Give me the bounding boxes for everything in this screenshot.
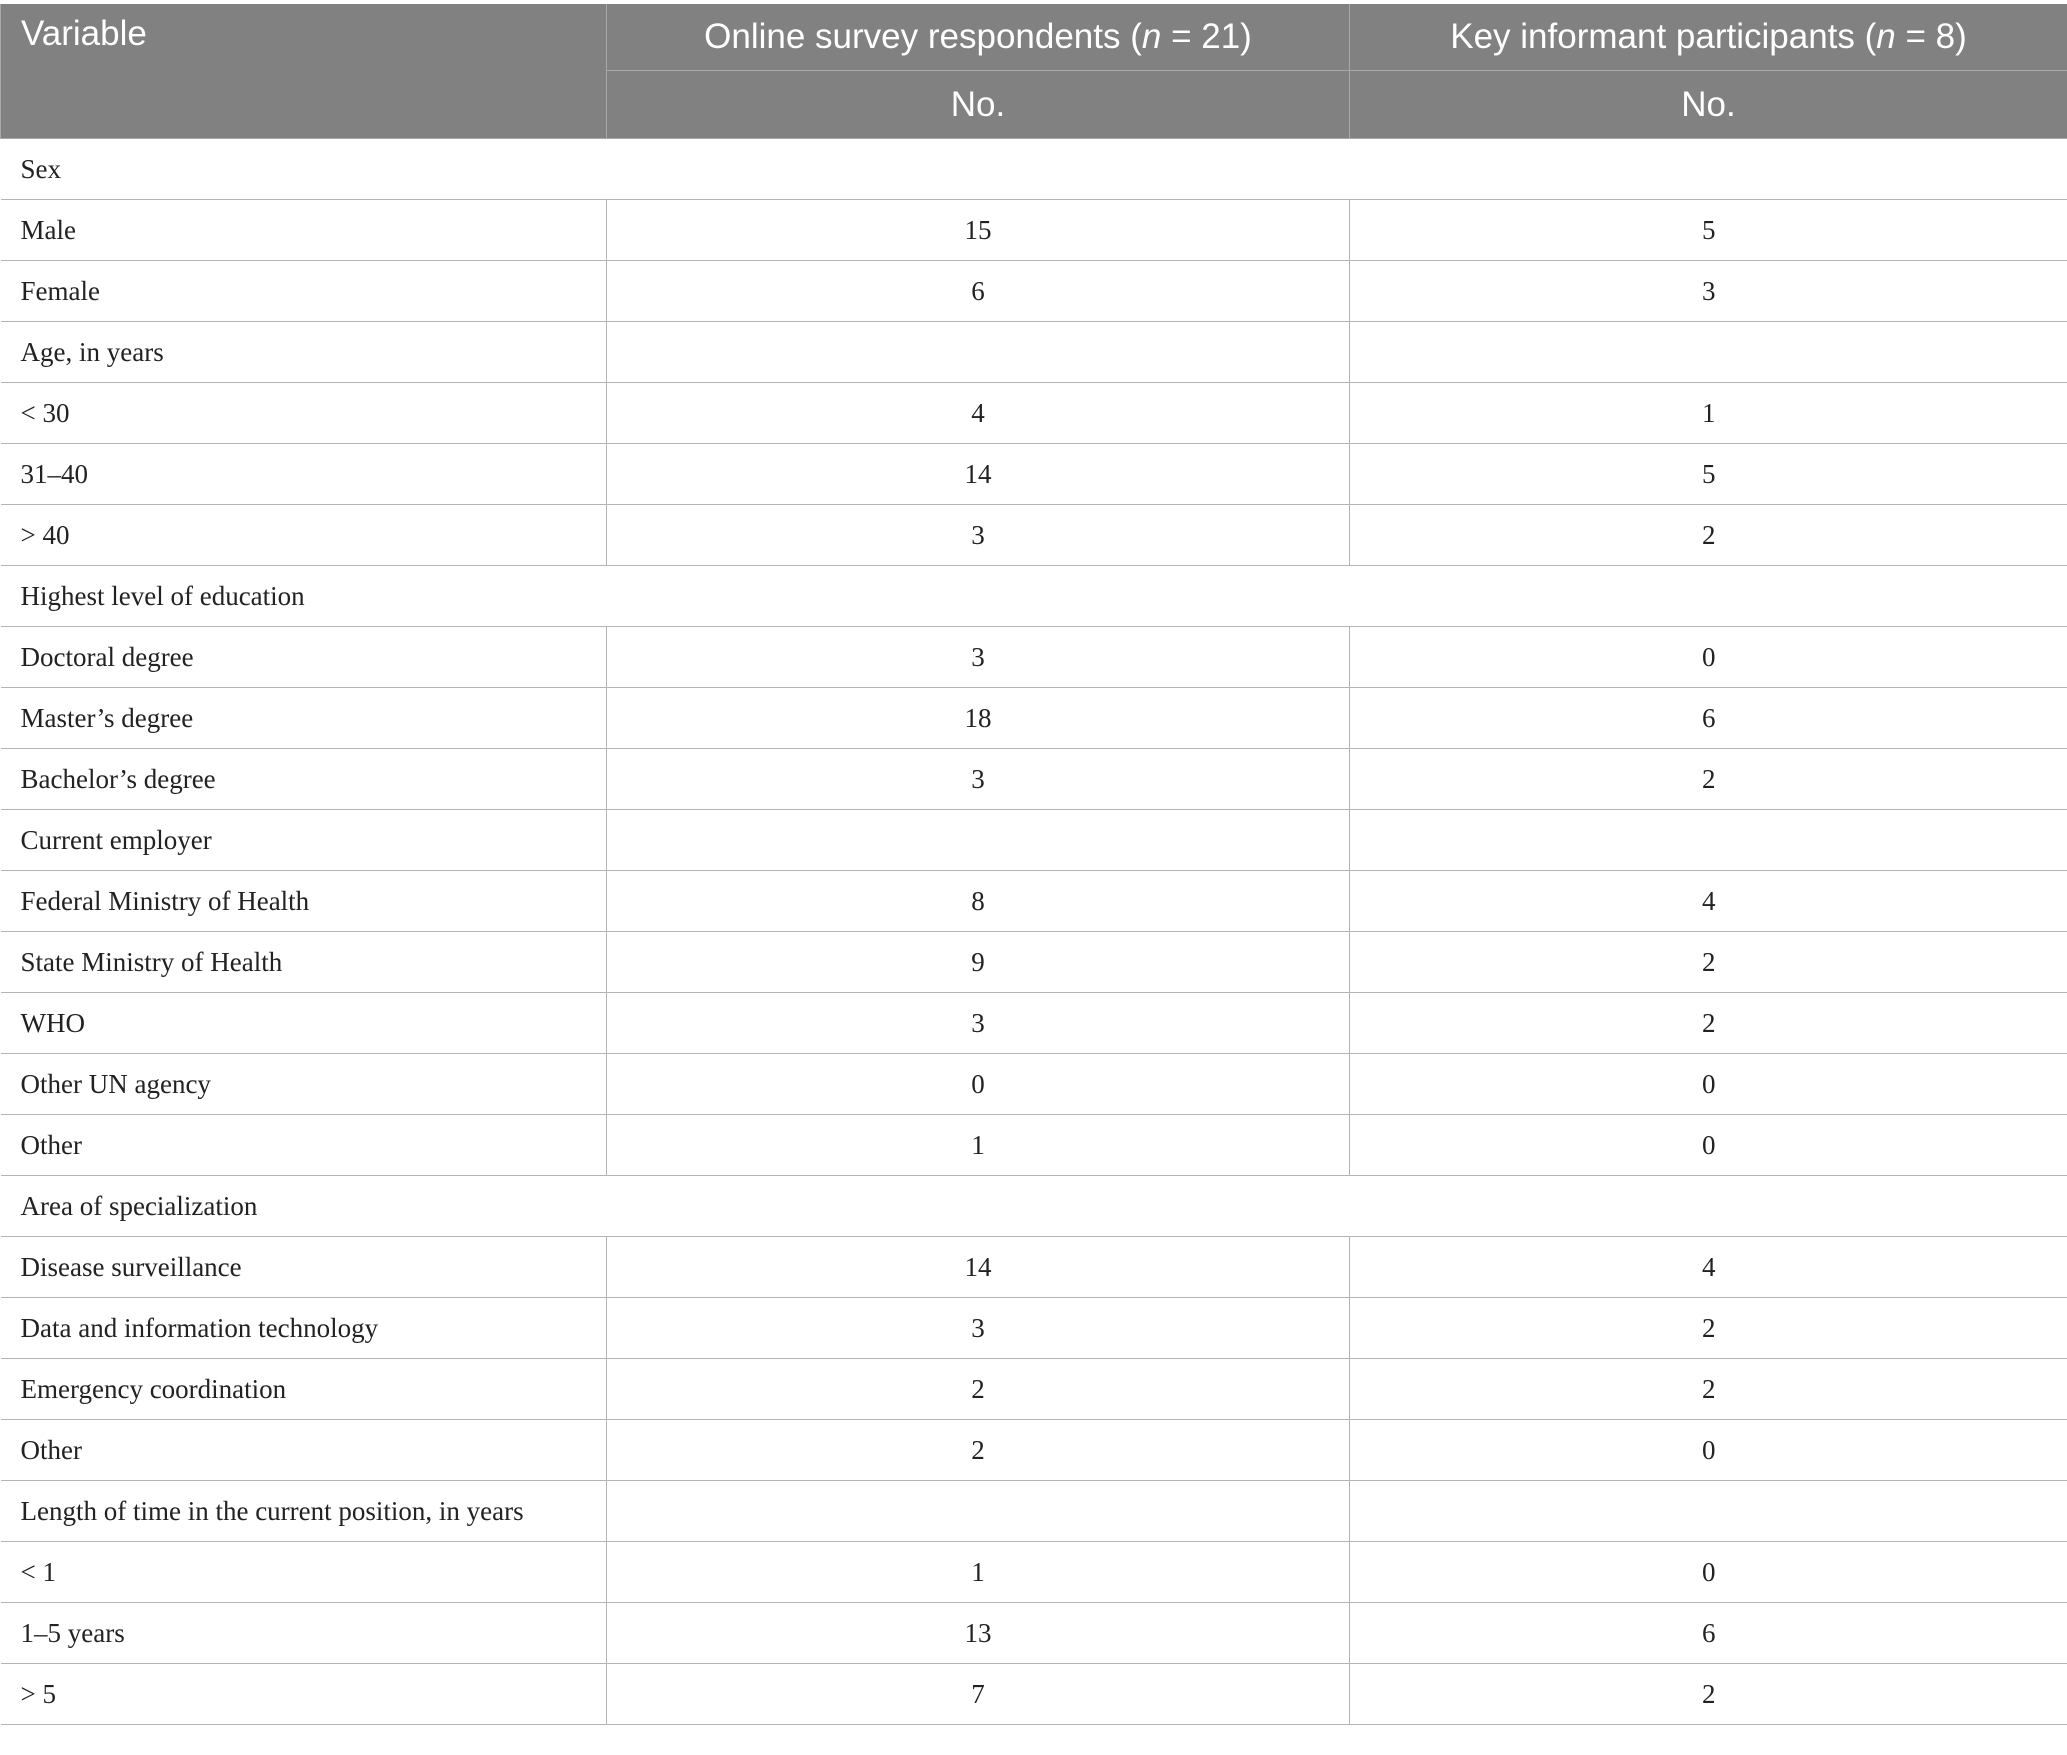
section-row <box>1 1176 2067 1237</box>
online-count: 18 <box>607 688 1350 749</box>
key-informant-count: 2 <box>1350 993 2067 1054</box>
row-label: Bachelor’s degree <box>1 749 607 810</box>
section-row <box>1 810 2067 871</box>
row-label: 1–5 years <box>1 1603 607 1664</box>
row-label: > 5 <box>1 1664 607 1725</box>
demographics-table <box>0 4 2067 1725</box>
table-row <box>1 1603 2067 1664</box>
section-label: Length of time in the current position, in years <box>1 1481 607 1542</box>
key-informant-count: 0 <box>1350 1420 2067 1481</box>
header-online-suffix: = 21) <box>1161 17 1252 56</box>
section-row <box>1 1481 2067 1542</box>
key-informant-count: 5 <box>1350 444 2067 505</box>
key-informant-count: 4 <box>1350 871 2067 932</box>
table-row <box>1 688 2067 749</box>
row-label: Other UN agency <box>1 1054 607 1115</box>
section-row <box>1 322 2067 383</box>
header-variable: Variable <box>1 4 607 139</box>
section-label: Age, in years <box>1 322 607 383</box>
header-key-prefix: Key informant participants ( <box>1450 17 1877 56</box>
key-informant-count: 0 <box>1350 627 2067 688</box>
section-row <box>1 566 2067 627</box>
online-count: 3 <box>607 1298 1350 1359</box>
table-row <box>1 1420 2067 1481</box>
key-informant-count: 2 <box>1350 505 2067 566</box>
key-informant-count: 4 <box>1350 1237 2067 1298</box>
online-count: 9 <box>607 932 1350 993</box>
demographics-table-container <box>0 4 2067 1725</box>
row-label: State Ministry of Health <box>1 932 607 993</box>
online-count: 2 <box>607 1420 1350 1481</box>
table-row <box>1 1542 2067 1603</box>
row-label: Emergency coordination <box>1 1359 607 1420</box>
header-key-suffix: = 8) <box>1895 17 1967 56</box>
key-informant-count: 2 <box>1350 932 2067 993</box>
header-key-n: n <box>1876 17 1896 56</box>
row-label: WHO <box>1 993 607 1054</box>
online-count: 8 <box>607 871 1350 932</box>
empty-cell <box>607 322 1350 383</box>
section-row <box>1 139 2067 200</box>
key-informant-count: 3 <box>1350 261 2067 322</box>
online-count: 15 <box>607 200 1350 261</box>
empty-cell <box>1350 1481 2067 1542</box>
empty-cell <box>607 810 1350 871</box>
table-header <box>1 4 2067 139</box>
row-label: Male <box>1 200 607 261</box>
online-count: 3 <box>607 749 1350 810</box>
row-label: Female <box>1 261 607 322</box>
row-label: < 1 <box>1 1542 607 1603</box>
online-count: 0 <box>607 1054 1350 1115</box>
key-informant-count: 6 <box>1350 688 2067 749</box>
online-count: 3 <box>607 993 1350 1054</box>
header-online-no: No. <box>607 71 1350 139</box>
header-online-n: n <box>1141 17 1162 56</box>
table-row <box>1 871 2067 932</box>
table-row <box>1 1359 2067 1420</box>
key-informant-count: 2 <box>1350 1298 2067 1359</box>
key-informant-count: 6 <box>1350 1603 2067 1664</box>
key-informant-count: 5 <box>1350 200 2067 261</box>
empty-cell <box>607 1481 1350 1542</box>
section-label: Sex <box>1 139 2067 200</box>
row-label: Federal Ministry of Health <box>1 871 607 932</box>
header-online-survey <box>607 4 1350 71</box>
table-row <box>1 505 2067 566</box>
section-label: Area of specialization <box>1 1176 2067 1237</box>
key-informant-count: 1 <box>1350 383 2067 444</box>
table-row <box>1 444 2067 505</box>
online-count: 13 <box>607 1603 1350 1664</box>
online-count: 3 <box>607 627 1350 688</box>
online-count: 14 <box>607 444 1350 505</box>
key-informant-count: 0 <box>1350 1542 2067 1603</box>
key-informant-count: 2 <box>1350 1664 2067 1725</box>
table-row <box>1 1237 2067 1298</box>
key-informant-count: 2 <box>1350 749 2067 810</box>
online-count: 4 <box>607 383 1350 444</box>
header-key-no: No. <box>1350 71 2067 139</box>
online-count: 7 <box>607 1664 1350 1725</box>
online-count: 6 <box>607 261 1350 322</box>
table-row <box>1 261 2067 322</box>
header-online-prefix: Online survey respondents ( <box>704 17 1142 56</box>
row-label: 31–40 <box>1 444 607 505</box>
header-row <box>1 4 2067 71</box>
table-body <box>1 139 2067 1725</box>
section-label: Current employer <box>1 810 607 871</box>
empty-cell <box>1350 810 2067 871</box>
empty-cell <box>1350 322 2067 383</box>
row-label: Disease surveillance <box>1 1237 607 1298</box>
row-label: Other <box>1 1420 607 1481</box>
online-count: 2 <box>607 1359 1350 1420</box>
table-row <box>1 1298 2067 1359</box>
table-row <box>1 932 2067 993</box>
row-label: Other <box>1 1115 607 1176</box>
online-count: 3 <box>607 505 1350 566</box>
key-informant-count: 0 <box>1350 1054 2067 1115</box>
row-label: Doctoral degree <box>1 627 607 688</box>
table-row <box>1 749 2067 810</box>
table-row <box>1 1054 2067 1115</box>
row-label: > 40 <box>1 505 607 566</box>
section-label: Highest level of education <box>1 566 2067 627</box>
key-informant-count: 0 <box>1350 1115 2067 1176</box>
table-row <box>1 200 2067 261</box>
row-label: Data and information technology <box>1 1298 607 1359</box>
online-count: 1 <box>607 1542 1350 1603</box>
table-row <box>1 383 2067 444</box>
row-label: < 30 <box>1 383 607 444</box>
key-informant-count: 2 <box>1350 1359 2067 1420</box>
online-count: 1 <box>607 1115 1350 1176</box>
table-row <box>1 1115 2067 1176</box>
header-key-informant <box>1350 4 2067 71</box>
table-row <box>1 1664 2067 1725</box>
table-row <box>1 627 2067 688</box>
row-label: Master’s degree <box>1 688 607 749</box>
online-count: 14 <box>607 1237 1350 1298</box>
table-row <box>1 993 2067 1054</box>
